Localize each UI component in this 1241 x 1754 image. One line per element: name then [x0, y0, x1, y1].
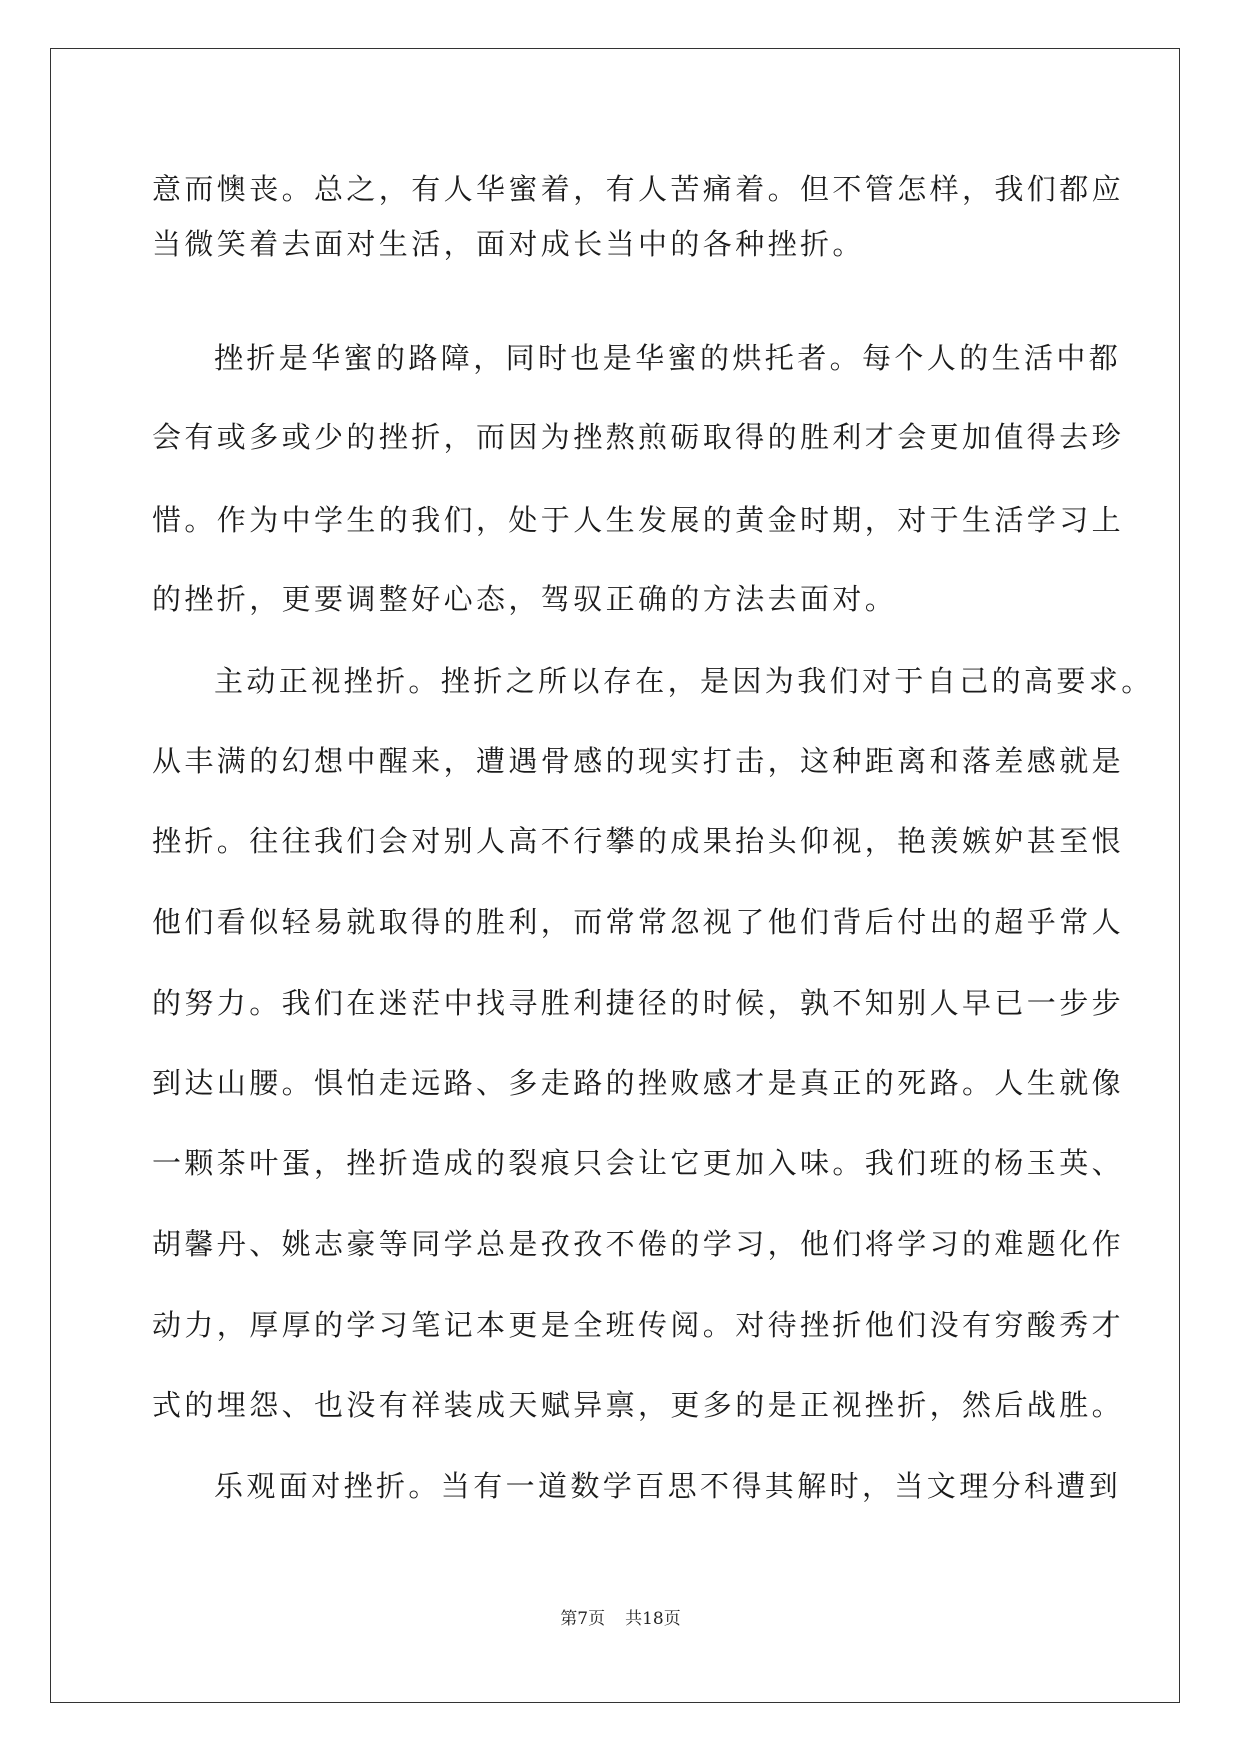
text-line-1: 意而懊丧。总之，有人华蜜着，有人苦痛着。但不管怎样，我们都应 — [152, 172, 1125, 206]
text-line-12: 到达山腰。惧怕走远路、多走路的挫败感才是真正的死路。人生就像 — [152, 1066, 1125, 1100]
text-line-11: 的努力。我们在迷茫中找寻胜利捷径的时候，孰不知别人早已一步步 — [152, 986, 1125, 1020]
page-total: 共18页 — [625, 1609, 681, 1629]
text-line-6: 的挫折，更要调整好心态，驾驭正确的方法去面对。 — [152, 582, 898, 616]
paragraph-start-line: 乐观面对挫折。当有一道数学百思不得其解时，当文理分科遭到 — [214, 1469, 1122, 1503]
text-line-4: 会有或多或少的挫折，而因为挫熬煎砺取得的胜利才会更加值得去珍 — [152, 420, 1125, 454]
text-line-5: 惜。作为中学生的我们，处于人生发展的黄金时期，对于生活学习上 — [152, 503, 1125, 537]
page-footer — [0, 1604, 1241, 1629]
page-number: 第7页 — [560, 1609, 606, 1629]
text-line-16: 式的埋怨、也没有祥装成天赋异禀，更多的是正视挫折，然后战胜。 — [152, 1388, 1125, 1422]
text-line-13: 一颗茶叶蛋，挫折造成的裂痕只会让它更加入味。我们班的杨玉英、 — [152, 1146, 1125, 1180]
paragraph-start-line: 主动正视挫折。挫折之所以存在，是因为我们对于自己的高要求。 — [214, 664, 1154, 698]
page-border — [50, 48, 1180, 1703]
text-line-10: 他们看似轻易就取得的胜利，而常常忽视了他们背后付出的超乎常人 — [152, 905, 1125, 939]
paragraph-start-line: 挫折是华蜜的路障，同时也是华蜜的烘托者。每个人的生活中都 — [214, 341, 1122, 375]
text-line-15: 动力，厚厚的学习笔记本更是全班传阅。对待挫折他们没有穷酸秀才 — [152, 1308, 1125, 1342]
text-line-2: 当微笑着去面对生活，面对成长当中的各种挫折。 — [152, 227, 865, 261]
text-line-9: 挫折。往往我们会对别人高不行攀的成果抬头仰视，艳羡嫉妒甚至恨 — [152, 824, 1125, 858]
text-line-8: 从丰满的幻想中醒来，遭遇骨感的现实打击，这种距离和落差感就是 — [152, 744, 1125, 778]
text-line-14: 胡馨丹、姚志豪等同学总是孜孜不倦的学习，他们将学习的难题化作 — [152, 1227, 1125, 1261]
